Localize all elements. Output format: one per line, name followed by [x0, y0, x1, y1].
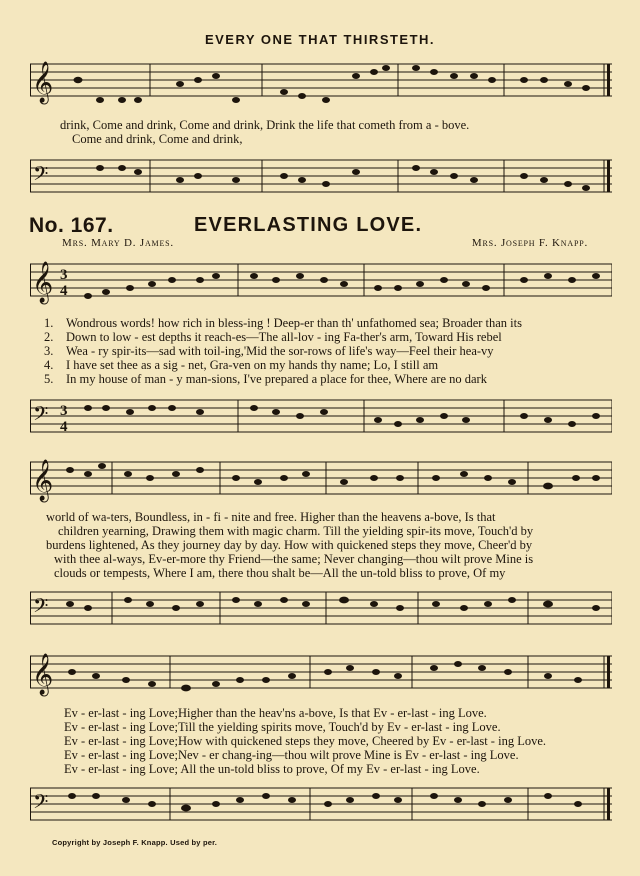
svg-text:3: 3 [60, 267, 68, 283]
verse-line [44, 330, 502, 344]
verse-line: burdens lightened, As they journey day by day. How with quickened steps they move, Cheer'd by [46, 538, 533, 552]
verse-text: Down to low - est depths it reach-es—The all-lov - ing Fa-ther's arm, Toward His rebel [66, 330, 502, 344]
verse-line [44, 372, 487, 386]
svg-text:𝄢: 𝄢 [33, 790, 49, 818]
verse-number: 3. [44, 344, 54, 358]
copyright-notice: Copyright by Joseph F. Knapp. Used by per. [52, 838, 218, 847]
svg-text:𝄢: 𝄢 [33, 162, 49, 190]
svg-text:4: 4 [60, 419, 68, 435]
staff-lines [30, 150, 612, 202]
words-author: Mrs. Mary D. James. [62, 237, 174, 249]
svg-text:𝄢: 𝄢 [33, 402, 49, 430]
verse-line: Ev - er-last - ing Love;Till the yielding spirits move, Touch'd by Ev - er-last - ing Love. [64, 720, 501, 734]
hymn-number: No. 167. [29, 214, 114, 237]
hymn-title: EVERLASTING LOVE. [194, 214, 423, 236]
staff-lines [30, 650, 612, 700]
verse-text: In my house of man - y man-sions, I've prepared a place for thee, Where are no dark [66, 372, 487, 386]
top-hymn-lyric-lower: Come and drink, Come and drink, [72, 132, 243, 146]
verse-text: Wondrous words! how rich in bless-ing ! Deep-er than th' unfathomed sea; Broader than its [66, 316, 522, 330]
verse-line: Ev - er-last - ing Love;How with quickened steps they move, Cheered by Ev - er-last - ing Love. [64, 734, 547, 748]
svg-text:𝄞: 𝄞 [32, 262, 54, 303]
staff-lines [30, 58, 612, 110]
system3-bass-staff [30, 780, 612, 830]
verse-number: 5. [44, 372, 54, 386]
verse-line: Ev - er-last - ing Love; All the un-told bliss to prove, Of my Ev - er-last - ing Love. [64, 762, 480, 776]
svg-text:𝄞: 𝄞 [32, 654, 54, 695]
verse-line: children yearning, Drawing them with magic charm. Till the yielding spir-its move, Touch'd by [58, 524, 534, 538]
staff-lines [30, 258, 612, 308]
staff-lines [30, 780, 612, 830]
svg-text:𝄞: 𝄞 [32, 62, 54, 103]
verse-text: I have set thee as a sig - net, Gra-ven on my hands thy name; Lo, I still am [66, 358, 439, 372]
verse-line: clouds or tempests, Where I am, there thou shalt be—All the un-told bliss to prove, Of my [54, 566, 506, 580]
svg-text:𝄢: 𝄢 [33, 594, 49, 622]
system1-treble-staff [30, 258, 612, 308]
verse-number: 4. [44, 358, 54, 372]
verse-line: with thee al-ways, Ev-er-more thy Friend—the same; Never changing—thou wilt prove Mine is [54, 552, 534, 566]
verse-line: Ev - er-last - ing Love;Nev - er chang-ing—thou wilt prove Mine is Ev - er-last - ing Love. [64, 748, 519, 762]
system1-bass-staff [30, 392, 612, 442]
system2-bass-staff [30, 584, 612, 634]
verse-line [44, 358, 438, 372]
svg-text:𝄞: 𝄞 [32, 460, 54, 501]
verse-number: 1. [44, 316, 54, 330]
top-hymn-title: EVERY ONE THAT THIRSTETH. [204, 32, 436, 47]
svg-text:4: 4 [60, 283, 68, 299]
verse-line: Ev - er-last - ing Love;Higher than the heav'ns a-bove, Is that Ev - er-last - ing Love. [64, 706, 487, 720]
top-hymn-lyric-upper: drink, Come and drink, Come and drink, Drink the life that cometh from a - bove. [60, 118, 470, 132]
staff-lines [30, 584, 612, 634]
system3-treble-staff [30, 650, 612, 700]
top-bass-staff [30, 150, 612, 202]
verse-line: world of wa-ters, Boundless, in - fi - nite and free. Higher than the heavens a-bove, Is that [46, 510, 496, 524]
verse-line [44, 344, 494, 358]
top-treble-staff [30, 58, 612, 110]
verse-line [44, 316, 522, 330]
system2-treble-staff [30, 456, 612, 506]
verse-text: Wea - ry spir-its—sad with toil-ing,'Mid the sor-rows of life's way—Feel their hea-vy [66, 344, 494, 358]
music-composer: Mrs. Joseph F. Knapp. [471, 237, 588, 249]
svg-text:3: 3 [60, 403, 68, 419]
staff-lines [30, 456, 612, 506]
staff-lines [30, 392, 612, 442]
verse-number: 2. [44, 330, 54, 344]
